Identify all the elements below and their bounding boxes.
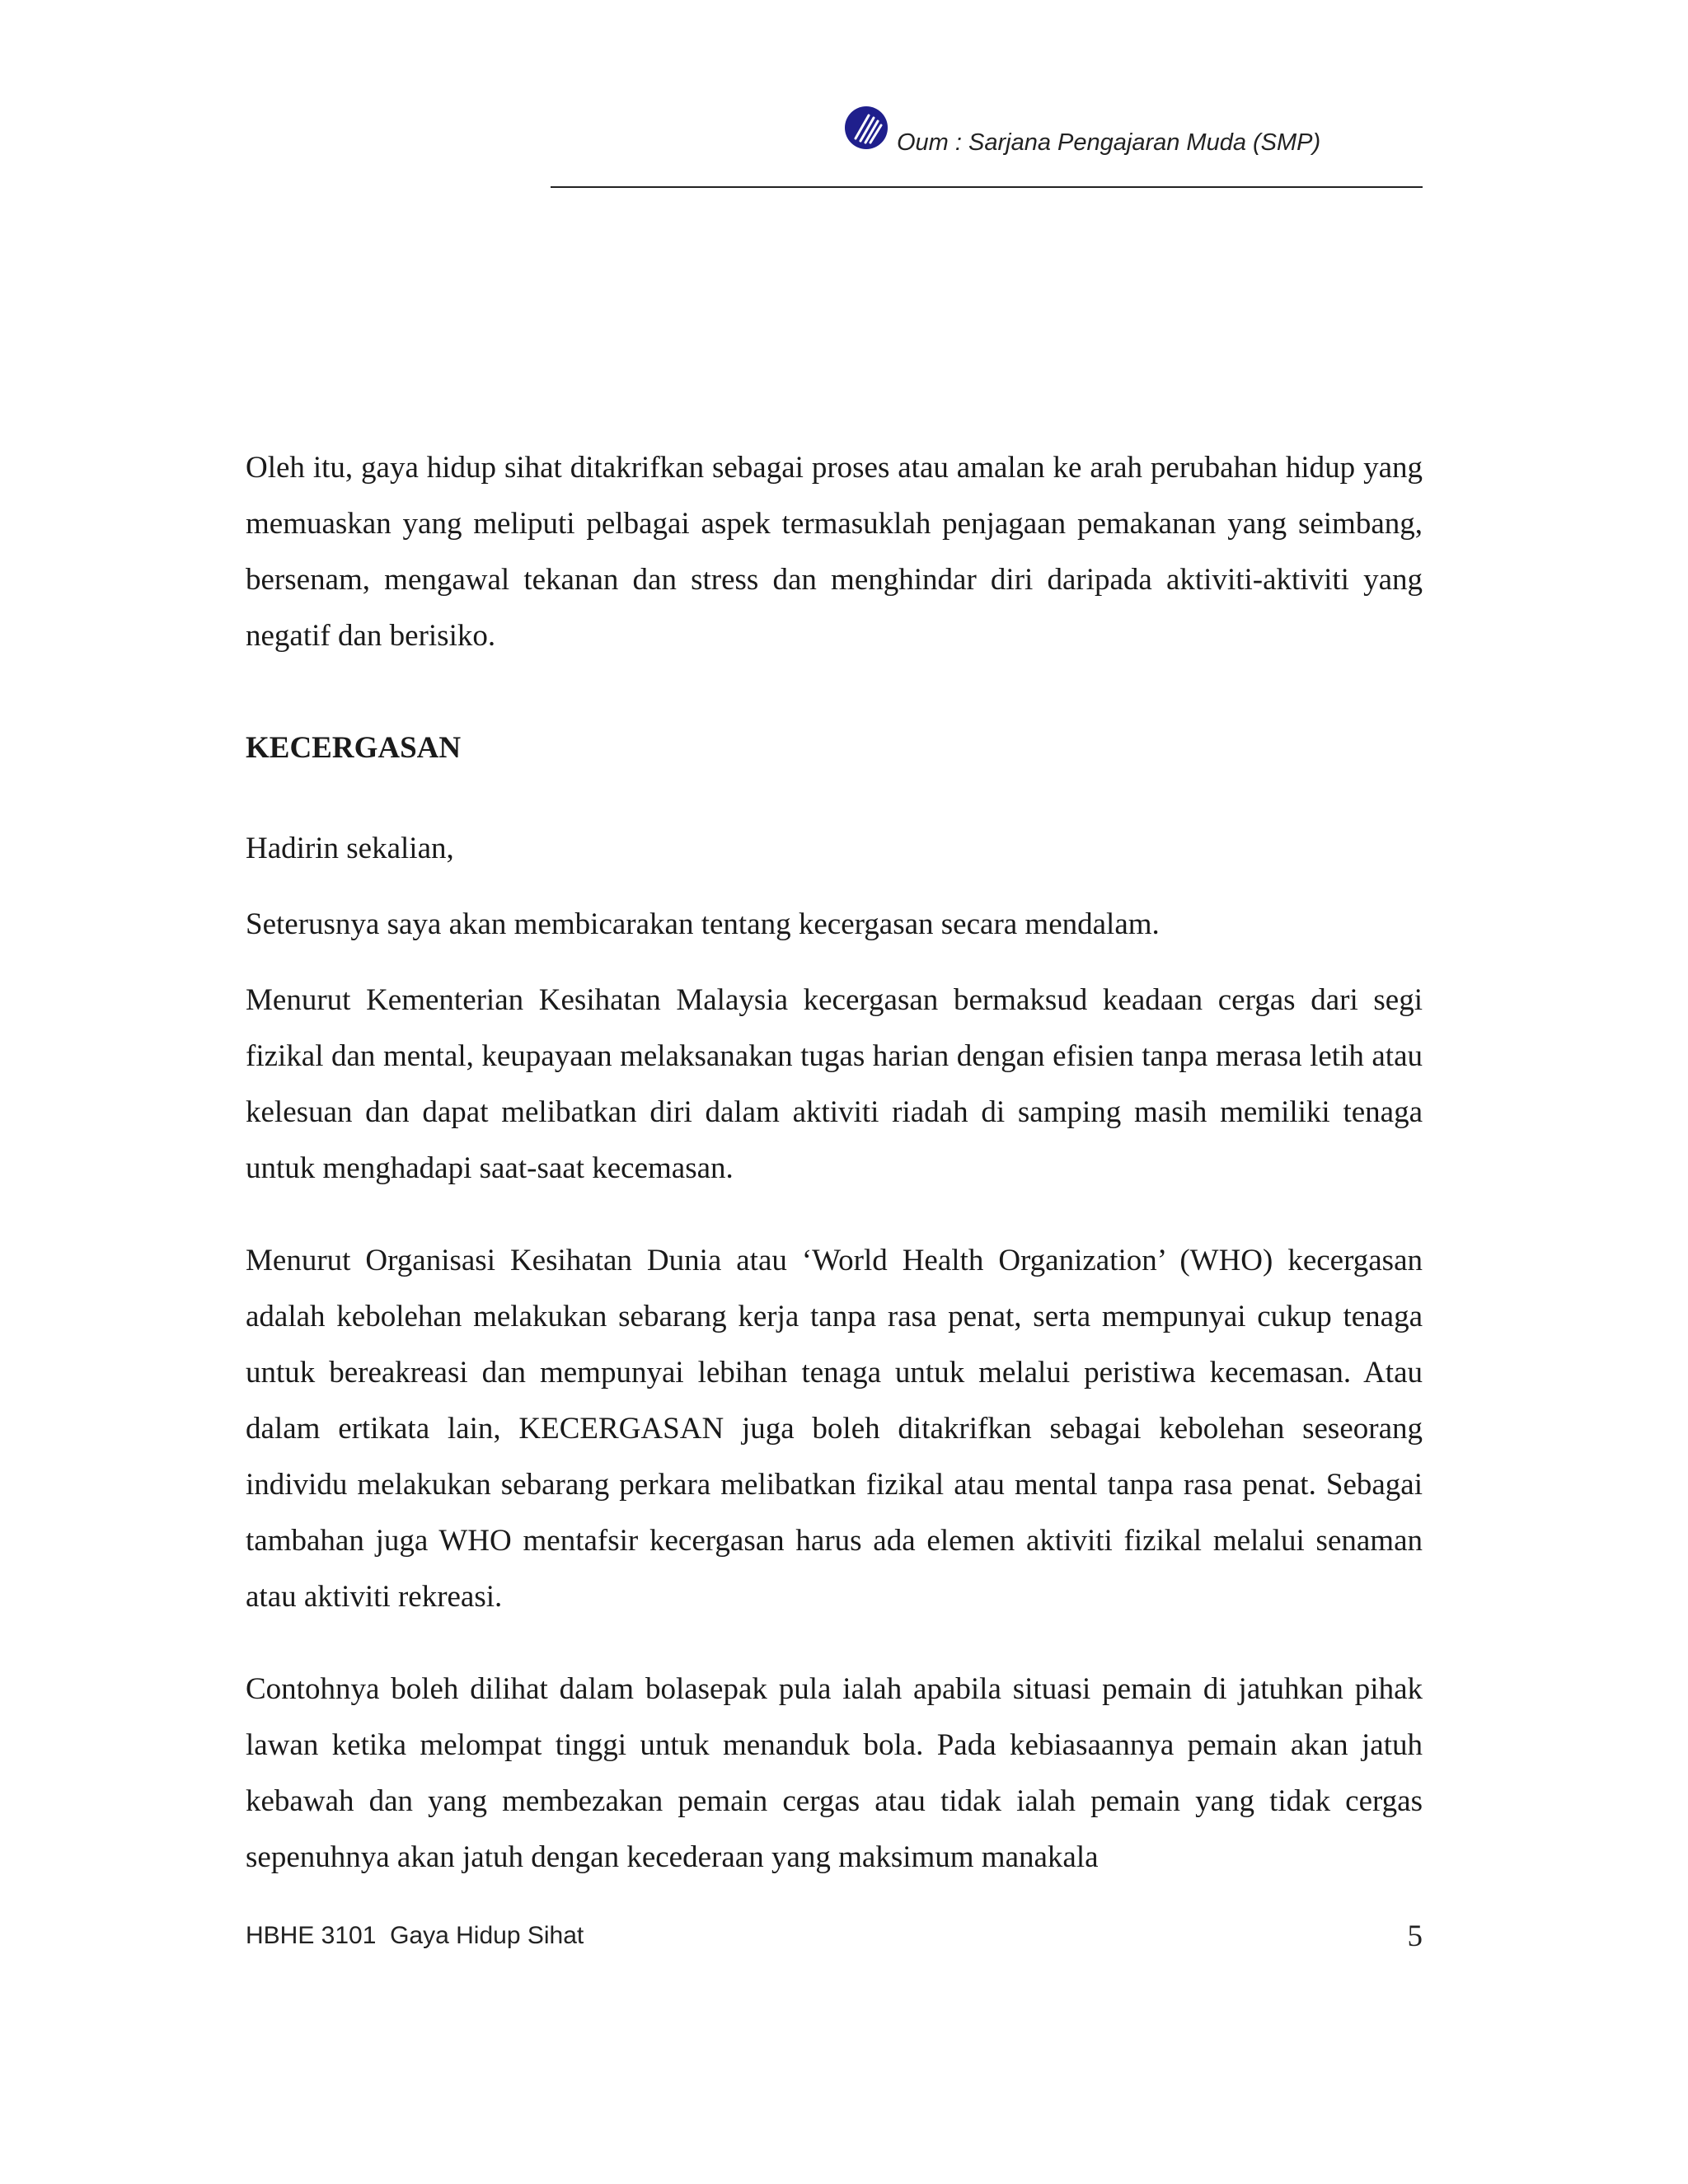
page-number: 5: [1407, 1919, 1423, 1953]
paragraph-contoh: Contohnya boleh dilihat dalam bolasepak pula ialah apabila situasi pemain di jatuhkan pihak lawan ketika melompat tinggi untuk menanduk bola. Pada kebiasaannya pemain akan jatuh kebawah dan yang membezakan pemain cergas atau tidak ialah pemain yang tidak cergas sepenuhnya akan jatuh dengan kecederaan yang maksimum manakala: [246, 1672, 1423, 1874]
oum-logo-icon: [844, 105, 889, 150]
paragraph-intro: Oleh itu, gaya hidup sihat ditakrifkan sebagai proses atau amalan ke arah perubahan hidup yang memuaskan yang meliputi pelbagai aspek termasuklah penjagaan pemakanan yang seimbang, bersenam, mengawal tekanan dan stress dan menghindar diri daripada aktiviti-aktiviti yang negatif dan berisiko.: [246, 451, 1423, 653]
greeting-line: Hadirin sekalian,: [246, 832, 454, 865]
section-heading: KECERGASAN: [246, 731, 462, 765]
document-body: [246, 440, 1423, 1886]
paragraph-kkm: Menurut Kementerian Kesihatan Malaysia kecergasan bermaksud keadaan cergas dari segi fizikal dan mental, keupayaan melaksanakan tugas harian dengan efisien tanpa merasa letih atau kelesuan dan dapat melibatkan diri dalam aktiviti riadah di samping masih memiliki tenaga untuk menghadapi saat-saat kecemasan.: [246, 983, 1423, 1185]
header-title: Oum : Sarjana Pengajaran Muda (SMP): [897, 129, 1321, 156]
paragraph-next: Seterusnya saya akan membicarakan tentang kecergasan secara mendalam.: [246, 907, 1160, 941]
footer-course: HBHE 3101 Gaya Hidup Sihat: [246, 1922, 584, 1949]
page-header: [551, 101, 1423, 188]
paragraph-who: Menurut Organisasi Kesihatan Dunia atau ‘World Health Organization’ (WHO) kecergasan adalah kebolehan melakukan sebarang kerja tanpa rasa penat, serta mempunyai cukup tenaga untuk bereakreasi dan mempunyai lebihan tenaga untuk melalui peristiwa kecemasan. Atau dalam ertikata lain, KECERGASAN juga boleh ditakrifkan sebagai kebolehan seseorang individu melakukan sebarang perkara melibatkan fizikal atau mental tanpa rasa penat. Sebagai tambahan juga WHO mentafsir kecergasan harus ada elemen aktiviti fizikal melalui senaman atau aktiviti rekreasi.: [246, 1244, 1423, 1614]
